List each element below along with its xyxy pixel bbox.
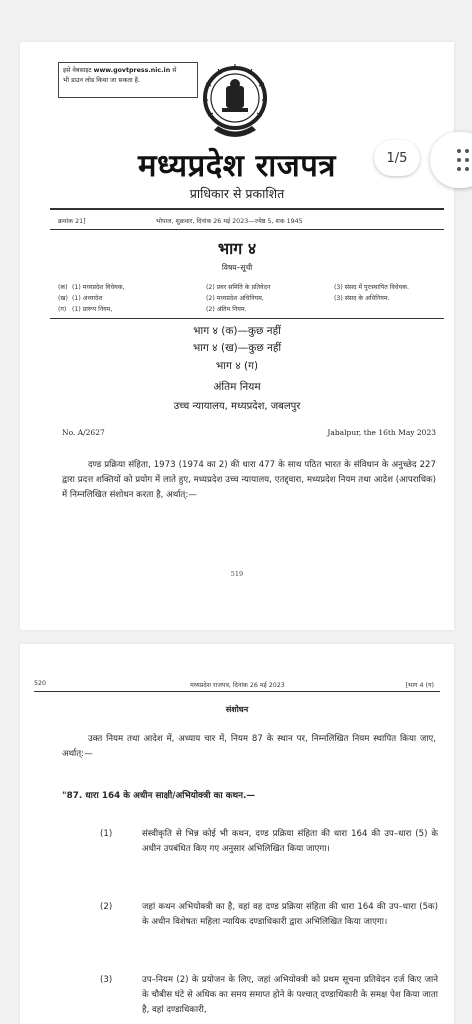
reference-date: Jabalpur, the 16th May 2023 [327,428,436,437]
toc-key: (ख) [58,295,68,302]
toc-item: (1) अध्यादेश [72,295,103,302]
toc-divider [50,318,444,319]
part-ka-line: भाग ४ (क)—कुछ नहीं [193,325,281,337]
header-center: मध्यप्रदेश राजपत्र, दिनांक 26 मई 2023 [190,682,285,689]
court-name: उच्च न्यायालय, मध्यप्रदेश, जबलपुर [173,401,301,412]
document-page-1 [20,42,454,630]
toc-item: (1) मध्यप्रदेश विधेयक, [72,284,125,291]
clause-number: (3) [100,975,113,985]
header-divider [50,208,444,210]
gazette-title: मध्यप्रदेश राजपत्र [137,148,337,184]
toc-item: (1) प्रारूप नियम, [72,306,113,313]
part-title: भाग ४ [217,239,257,258]
toc-item: (3) संसद में पुरःस्थापित विधेयक. [334,284,409,291]
part-ga-line: भाग ४ (ग) [215,360,259,372]
notice-prefix: इसे वेबसाइट [63,67,92,74]
subject-list-heading: विषय–सूची [221,263,253,272]
header-divider [34,691,440,692]
clause-number: (1) [100,829,113,839]
issue-date: भोपाल, शुक्रवार, दिनांक 26 मई 2023—ज्येष्ठ 5, शक 1945 [156,218,303,225]
toc-item: (2) अंतिम नियम. [206,306,247,313]
clause-text: उप–नियम (2) के प्रयोजन के लिए, जहां अभियोक्त्री को प्रथम सूचना प्रतिवेदन दर्ज किए जाने के चौबीस घंटे से अधिक का समय समाप्त होने के पश्चात् दण्डाधिकारी के समक्ष पेश किया जाता है, वहां दण्डाधिकारी, [142,975,438,1016]
amendment-heading: संशोधन [225,705,249,714]
state-emblem-icon [200,60,270,144]
toc-key: (क) [58,284,68,291]
dots-grid-icon [457,149,472,171]
rule-heading: "87. धारा 164 के अधीन साक्षी/अभियोक्त्री का कथन.— [62,791,256,801]
notice-suffix: से [172,67,177,74]
gazette-subtitle: प्राधिकार से प्रकाशित [189,186,285,201]
body-paragraph: दण्ड प्रक्रिया संहिता, 1973 (1974 का 2) की धारा 477 के साथ पठित भारत के संविधान के अनुच्छेद 227 द्वारा प्रदत्त शक्तियों को प्रयोग में लाते हुए, मध्यप्रदेश उच्च न्यायालय, एतद्द्वारा, मध्यप्रदेश नियम तथा आदेश (आपराधिक) में निम्नलिखित संशोधन करता है, अर्थात्:— [62,460,436,501]
header-right: [भाग 4 (ग) [405,682,434,689]
notice-line-2: भी डाउन लोड किया जा सकता है. [63,77,140,84]
clause-text: संस्वीकृति से भिन्न कोई भी कथन, दण्ड प्रक्रिया संहिता की धारा 164 की उप–धारा (5) के अधीन उपबंधित किए गए अनुसार अभिलिखित किया जाएगा। [142,829,438,855]
download-notice-box [58,62,198,98]
reference-number: No. A/2627 [62,428,105,437]
document-page-2 [20,644,454,1024]
toc-item: (3) संसद के अधिनियम. [334,295,390,302]
page-indicator[interactable]: 1/5 [374,140,420,176]
toc-item: (2) मध्यप्रदेश अधिनियम, [206,295,264,302]
issue-divider [50,229,444,230]
toc-item: (2) प्रवर समिति के प्रतिवेदन [206,284,271,291]
part-kha-line: भाग ४ (ख)—कुछ नहीं [192,342,282,354]
page-number: 520 [34,680,47,687]
page-number: 519 [230,570,244,578]
notice-url: www.govtpress.nic.in [93,67,171,74]
clause-text: जहां कथन अभियोक्त्री का है, वहां वह दण्ड प्रक्रिया संहिता की धारा 164 की उप–धारा (5क) के अधीन विशेषतः महिला न्यायिक दण्डाधिकारी द्वारा अभिलिखित किया जाएगा। [142,902,438,928]
intro-paragraph: उक्त नियम तथा आदेश में, अध्याय चार में, नियम 87 के स्थान पर, निम्नलिखित नियम स्थापित किया जाए, अर्थात्:— [62,734,436,760]
final-rules-heading: अंतिम नियम [213,381,261,393]
issue-number: क्रमांक 21] [58,218,86,225]
toc-key: (ग) [58,306,67,313]
clause-number: (2) [100,902,113,912]
